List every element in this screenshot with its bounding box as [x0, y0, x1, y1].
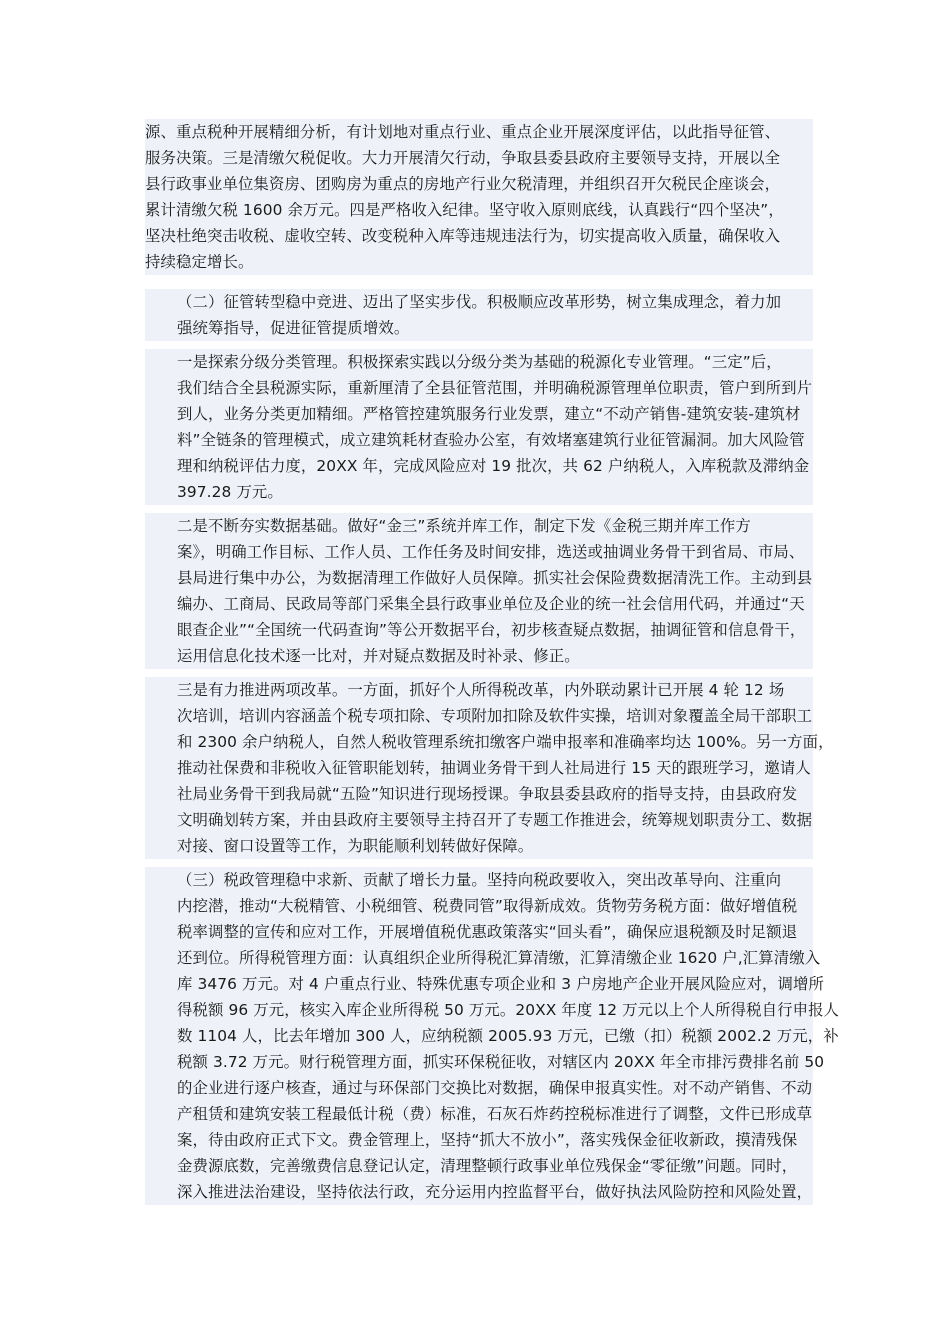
- text-line: 还到位。所得税管理方面：认真组织企业所得税汇算清缴，汇算清缴企业 1620 户,汇算清缴入: [145, 945, 813, 971]
- text-line: 案》，明确工作目标、工作人员、工作任务及时间安排，选送或抽调业务骨干到省局、市局、: [145, 539, 813, 565]
- text-line: （三）税政管理稳中求新、贡献了增长力量。坚持向税政要收入，突出改革导向、注重向: [145, 867, 813, 893]
- paragraph: [145, 349, 813, 505]
- text-line: 服务决策。三是清缴欠税促收。大力开展清欠行动，争取县委县政府主要领导支持，开展以全: [145, 145, 813, 171]
- text-line: 理和纳税评估力度，20XX 年，完成风险应对 19 批次，共 62 户纳税人，入库税款及滞纳金: [145, 453, 813, 479]
- paragraph: [145, 867, 840, 1205]
- text-line: 税率调整的宣传和应对工作，开展增值税优惠政策落实“回头看”，确保应退税额及时足额退: [145, 919, 813, 945]
- text-line: 源、重点税种开展精细分析，有计划地对重点行业、重点企业开展深度评估，以此指导征管、: [145, 119, 813, 145]
- text-line: 县行政事业单位集资房、团购房为重点的房地产行业欠税清理，并组织召开欠税民企座谈会，: [145, 171, 813, 197]
- text-line: 推动社保费和非税收入征管职能划转，抽调业务骨干到人社局进行 15 天的跟班学习，邀请人: [145, 755, 813, 781]
- text-line: 料”全链条的管理模式，成立建筑耗材查验办公室，有效堵塞建筑行业征管漏洞。加大风险管: [145, 427, 813, 453]
- text-line: 累计清缴欠税 1600 余万元。四是严格收入纪律。坚守收入原则底线，认真践行“四个坚决”，: [145, 197, 813, 223]
- text-line: 持续稳定增长。: [145, 249, 813, 275]
- paragraph: [145, 677, 834, 859]
- text-line: 文明确划转方案，并由县政府主要领导主持召开了专题工作推进会，统筹规划职责分工、数据: [145, 807, 813, 833]
- text-line: 我们结合全县税源实际，重新厘清了全县征管范围，并明确税源管理单位职责，管户到所到片: [145, 375, 813, 401]
- text-line: 二是不断夯实数据基础。做好“金三”系统并库工作，制定下发《金税三期并库工作方: [145, 513, 813, 539]
- text-line: 金费源底数，完善缴费信息登记认定，清理整顿行政事业单位残保金“零征缴”问题。同时，: [145, 1153, 813, 1179]
- text-line: 的企业进行逐户核查，通过与环保部门交换比对数据，确保申报真实性。对不动产销售、不动: [145, 1075, 813, 1101]
- text-line: 县局进行集中办公，为数据清理工作做好人员保障。抓实社会保险费数据清洗工作。主动到县: [145, 565, 813, 591]
- text-line: 编办、工商局、民政局等部门采集全县行政事业单位及企业的统一社会信用代码，并通过“天: [145, 591, 813, 617]
- text-line: 三是有力推进两项改革。一方面，抓好个人所得税改革，内外联动累计已开展 4 轮 12 场: [145, 677, 813, 703]
- document-body: [145, 119, 840, 1213]
- text-line: 库 3476 万元。对 4 户重点行业、特殊优惠专项企业和 3 户房地产企业开展风险应对，调增所: [145, 971, 813, 997]
- text-line: 数 1104 人，比去年增加 300 人，应纳税额 2005.93 万元，已缴（扣）税额 2002.2 万元，补: [145, 1023, 813, 1049]
- text-line: 眼查企业”“全国统一代码查询”等公开数据平台，初步核查疑点数据，抽调征管和信息骨干，: [145, 617, 813, 643]
- text-line: 次培训，培训内容涵盖个税专项扣除、专项附加扣除及软件实操，培训对象覆盖全局干部职工: [145, 703, 813, 729]
- paragraph: [145, 289, 813, 341]
- text-line: 案，待由政府正式下文。费金管理上，坚持“抓大不放小”，落实残保金征收新政，摸清残保: [145, 1127, 813, 1153]
- text-line: 运用信息化技术逐一比对，并对疑点数据及时补录、修正。: [145, 643, 813, 669]
- text-line: 强统筹指导，促进征管提质增效。: [145, 315, 813, 341]
- text-line: 深入推进法治建设，坚持依法行政，充分运用内控监督平台，做好执法风险防控和风险处置，: [145, 1179, 813, 1205]
- text-line: （二）征管转型稳中竞进、迈出了坚实步伐。积极顺应改革形势，树立集成理念，着力加: [145, 289, 813, 315]
- text-line: 内挖潜，推动“大税精管、小税细管、税费同管”取得新成效。货物劳务税方面：做好增值税: [145, 893, 813, 919]
- paragraph: [145, 513, 813, 669]
- text-line: 税额 3.72 万元。财行税管理方面，抓实环保税征收，对辖区内 20XX 年全市排污费排名前 50: [145, 1049, 813, 1075]
- text-line: 对接、窗口设置等工作，为职能顺利划转做好保障。: [145, 833, 813, 859]
- text-line: 坚决杜绝突击收税、虚收空转、改变税种入库等违规违法行为，切实提高收入质量，确保收入: [145, 223, 813, 249]
- paragraph: [145, 119, 813, 275]
- text-line: 社局业务骨干到我局就“五险”知识进行现场授课。争取县委县政府的指导支持，由县政府发: [145, 781, 813, 807]
- text-line: 到人，业务分类更加精细。严格管控建筑服务行业发票，建立“不动产销售-建筑安装-建筑材: [145, 401, 813, 427]
- text-line: 一是探索分级分类管理。积极探索实践以分级分类为基础的税源化专业管理。“三定”后，: [145, 349, 813, 375]
- text-line: 产租赁和建筑安装工程最低计税（费）标准，石灰石炸药控税标准进行了调整，文件已形成草: [145, 1101, 813, 1127]
- text-line: 得税额 96 万元，核实入库企业所得税 50 万元。20XX 年度 12 万元以上个人所得税自行申报人: [145, 997, 813, 1023]
- text-line: 397.28 万元。: [145, 479, 813, 505]
- text-line: 和 2300 余户纳税人，自然人税收管理系统扣缴客户端申报率和准确率均达 100%。另一方面，: [145, 729, 813, 755]
